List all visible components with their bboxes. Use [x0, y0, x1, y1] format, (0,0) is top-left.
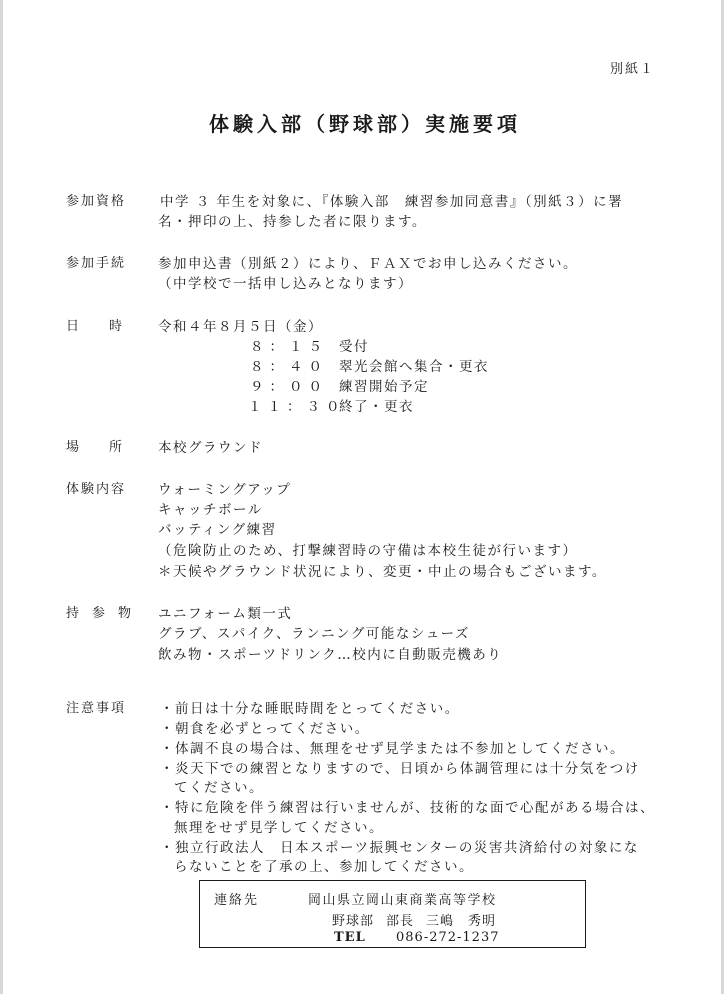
schedule-label: 日時	[66, 319, 153, 334]
schedule-time-2: ８：４０	[250, 359, 328, 375]
schedule-time-1: ８：１５	[250, 339, 328, 355]
schedule-text-3: 練習開始予定	[339, 379, 429, 395]
notes-line-4: ・炎天下での練習となりますので、日頃から体調管理には十分気をつけ	[160, 761, 640, 777]
notes-line-3: ・体調不良の場合は、無理をせず見学または不参加としてください。	[160, 741, 625, 757]
notes-label: 注意事項	[66, 701, 127, 716]
eligibility-line-2: 名・押印の上、持参した者に限ります。	[158, 214, 427, 230]
belongings-line-3: 飲み物・スポーツドリンク…校内に自動販売機あり	[158, 647, 503, 663]
belongings-line-2: グラブ、スパイク、ランニング可能なシューズ	[158, 626, 470, 642]
contact-role: 部長	[386, 914, 415, 929]
contact-box	[199, 880, 586, 948]
annex-label: 別紙１	[610, 62, 656, 77]
schedule-date: 令和４年８月５日（金）	[158, 319, 323, 335]
schedule-time-4: １１：３０	[248, 399, 346, 415]
schedule-text-2: 翠光会館へ集合・更衣	[339, 359, 489, 375]
notes-line-2: ・朝食を必ずとってください。	[160, 721, 370, 737]
place-value: 本校グラウンド	[158, 440, 263, 456]
notes-line-7: 無理をせず見学してください。	[174, 820, 384, 836]
content-line-4: （危険防止のため、打撃練習時の守備は本校生徒が行います）	[158, 543, 578, 559]
procedure-label: 参加手続	[66, 256, 127, 271]
procedure-line-2: （中学校で一括申し込みとなります）	[158, 276, 413, 292]
contact-tel-label: TEL	[334, 930, 366, 945]
eligibility-line-1: 中学 ３ 年生を対象に、『体験入部 練習参加同意書』（別紙３）に署	[160, 194, 624, 210]
schedule-text-1: 受付	[339, 339, 369, 355]
notes-line-8: ・独立行政法人 日本スポーツ振興センターの災害共済給付の対象にな	[160, 840, 639, 856]
notes-line-6: ・特に危険を伴う練習は行いませんが、技術的な面で心配がある場合は、	[160, 800, 655, 816]
procedure-line-1: 参加申込書（別紙２）により、ＦＡＸでお申し込みください。	[158, 256, 578, 272]
notes-line-1: ・前日は十分な睡眠時間をとってください。	[160, 701, 460, 717]
content-line-2: キャッチボール	[158, 502, 263, 518]
content-line-5: ＊天候やグラウンド状況により、変更・中止の場合もございます。	[158, 564, 607, 580]
eligibility-label: 参加資格	[66, 194, 127, 209]
belongings-line-1: ユニフォーム類一式	[158, 606, 293, 622]
notes-line-5: てください。	[174, 780, 264, 796]
contact-person	[332, 910, 508, 929]
page-title: 体験入部（野球部）実施要項	[209, 112, 521, 136]
content-label: 体験内容	[66, 482, 127, 497]
place-label: 場所	[66, 440, 153, 455]
belongings-label: 持参物	[66, 606, 145, 621]
contact-dept: 野球部	[332, 914, 375, 929]
page-edge-left	[0, 0, 3, 994]
contact-name: 三嶋 秀明	[426, 914, 497, 929]
contact-school: 岡山県立岡山東商業高等学校	[308, 893, 497, 908]
notes-line-9: らないことを了承の上、参加してください。	[174, 859, 474, 875]
content-line-3: バッティング練習	[158, 522, 277, 538]
schedule-text-4: 終了・更衣	[339, 399, 414, 415]
schedule-time-3: ９：００	[250, 379, 328, 395]
contact-tel[interactable]: 086-272-1237	[396, 930, 500, 945]
content-line-1: ウォーミングアップ	[158, 482, 292, 498]
contact-label: 連絡先	[214, 893, 260, 908]
